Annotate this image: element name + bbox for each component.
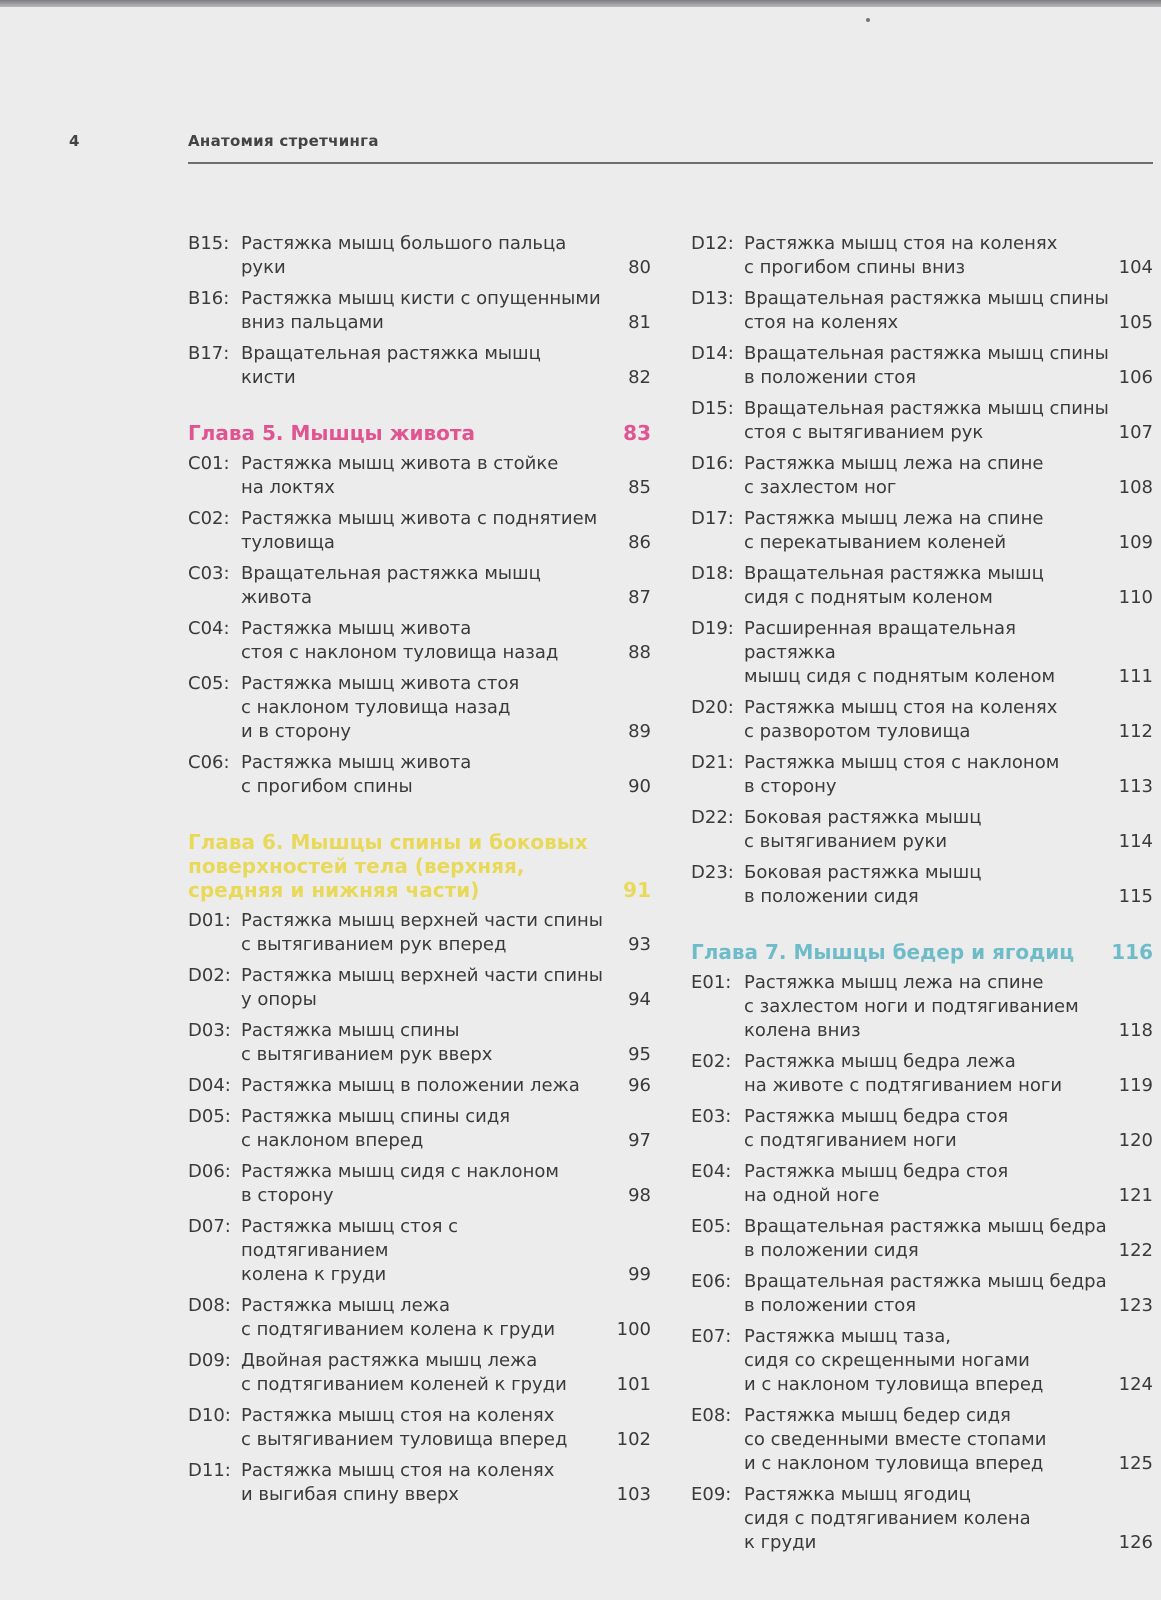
entry-title <box>241 1459 607 1507</box>
entry-title <box>744 1404 1109 1476</box>
entry-title-line: Растяжка мышц верхней части спины <box>241 965 604 986</box>
toc-entry <box>691 1160 1153 1208</box>
entry-title <box>744 971 1109 1043</box>
chapter-title <box>188 830 591 902</box>
entry-title-line: Вращательная растяжка мышц бедра <box>744 1271 1107 1292</box>
entry-title-line: Растяжка мышц стоя на коленях <box>744 697 1058 718</box>
page-number: 4 <box>69 132 80 150</box>
entry-title-line: с подтягиванием ноги <box>744 1130 957 1151</box>
entry-title-line: с разворотом туловища <box>744 721 971 742</box>
entry-title <box>744 507 1109 555</box>
entry-page-number: 125 <box>1118 1453 1153 1474</box>
entry-title-line: Растяжка мышц живота с поднятием <box>241 508 598 529</box>
entry-title <box>744 751 1109 799</box>
chapter-heading <box>691 940 1153 964</box>
entry-title-line: в сторону <box>744 776 837 797</box>
toc-entry <box>188 342 651 390</box>
entry-code: D01: <box>188 910 231 931</box>
entry-title-line: в положении сидя <box>744 1240 919 1261</box>
toc-entry <box>188 672 651 744</box>
entry-page-number: 86 <box>628 532 651 553</box>
entry-title <box>241 342 607 390</box>
entry-page-number: 102 <box>616 1429 651 1450</box>
toc-entry <box>691 1404 1153 1476</box>
entry-code: C05: <box>188 673 230 694</box>
toc-entry <box>188 1105 651 1153</box>
entry-title-line: с прогибом спины вниз <box>744 257 966 278</box>
entry-title <box>744 397 1109 445</box>
entry-page-number: 113 <box>1118 776 1153 797</box>
entry-title-line: Растяжка мышц живота <box>241 752 472 773</box>
entry-title <box>744 1270 1109 1318</box>
entry-title-line: в положении стоя <box>744 1295 917 1316</box>
entry-title <box>241 1349 607 1397</box>
entry-title-line: Растяжка мышц спины <box>241 1020 460 1041</box>
entry-page-number: 81 <box>628 312 651 333</box>
entry-title <box>241 909 607 957</box>
entry-code: C03: <box>188 563 230 584</box>
entry-title-line: в положении сидя <box>744 886 919 907</box>
entry-title <box>241 507 607 555</box>
entry-title <box>744 617 1109 689</box>
entry-page-number: 111 <box>1118 666 1153 687</box>
entry-title-line: стоя с наклоном туловища назад <box>241 642 559 663</box>
entry-code: E09: <box>691 1484 732 1505</box>
toc-entry <box>188 562 651 610</box>
entry-code: B17: <box>188 343 230 364</box>
entry-code: D19: <box>691 618 734 639</box>
entry-title <box>744 1160 1109 1208</box>
toc-right-column <box>691 232 1153 1562</box>
entry-page-number: 106 <box>1118 367 1153 388</box>
entry-code: D17: <box>691 508 734 529</box>
entry-title-line: сидя с поднятым коленом <box>744 587 993 608</box>
entry-title-line: с перекатыванием коленей <box>744 532 1007 553</box>
entry-page-number: 98 <box>628 1185 651 1206</box>
entry-code: D04: <box>188 1075 231 1096</box>
entry-title <box>241 1074 607 1098</box>
toc-entry <box>691 452 1153 500</box>
toc-left-column <box>188 232 651 1514</box>
entry-code: B16: <box>188 288 230 309</box>
entry-title-line: Вращательная растяжка мышц спины <box>744 398 1109 419</box>
entry-title-line: колена к груди <box>241 1264 387 1285</box>
entry-code: C01: <box>188 453 230 474</box>
entry-code: E05: <box>691 1216 732 1237</box>
entry-title-line: Растяжка мышц большого пальца <box>241 233 567 254</box>
entry-title-line: к груди <box>744 1532 817 1553</box>
toc-entry <box>188 1349 651 1397</box>
toc-entry <box>188 1074 651 1098</box>
entry-code: D14: <box>691 343 734 364</box>
entry-code: C06: <box>188 752 230 773</box>
entry-page-number: 105 <box>1118 312 1153 333</box>
entry-page-number: 122 <box>1118 1240 1153 1261</box>
entry-code: D05: <box>188 1106 231 1127</box>
toc-entry <box>188 507 651 555</box>
entry-title-line: Растяжка мышц сидя с наклоном <box>241 1161 559 1182</box>
entry-page-number: 109 <box>1118 532 1153 553</box>
entry-title <box>744 287 1109 335</box>
entry-title <box>744 861 1109 909</box>
toc-entry <box>691 1325 1153 1397</box>
entry-page-number: 87 <box>628 587 651 608</box>
entry-title <box>744 342 1109 390</box>
entry-title-line: Растяжка мышц бедра стоя <box>744 1161 1009 1182</box>
entry-title-line: с вытягиванием туловища вперед <box>241 1429 568 1450</box>
entry-code: D23: <box>691 862 734 883</box>
chapter-title-line: поверхностей тела (верхняя, <box>188 854 525 878</box>
entry-page-number: 99 <box>628 1264 651 1285</box>
toc-entry <box>691 1105 1153 1153</box>
entry-title-line: Вращательная растяжка мышц <box>744 563 1044 584</box>
entry-title-line: у опоры <box>241 989 317 1010</box>
entry-title-line: Вращательная растяжка мышц бедра <box>744 1216 1107 1237</box>
entry-title <box>241 1215 607 1287</box>
entry-title-line: живота <box>241 587 313 608</box>
entry-title <box>241 452 607 500</box>
toc-entry <box>691 397 1153 445</box>
entry-code: D22: <box>691 807 734 828</box>
toc-entry <box>188 964 651 1012</box>
entry-title <box>744 696 1109 744</box>
entry-title <box>744 1325 1109 1397</box>
toc-entry <box>188 909 651 957</box>
entry-page-number: 120 <box>1118 1130 1153 1151</box>
entry-title-line: с наклоном туловища назад <box>241 697 511 718</box>
entry-page-number: 108 <box>1118 477 1153 498</box>
entry-title-line: Растяжка мышц лежа на спине <box>744 972 1044 993</box>
entry-title-line: сидя с подтягиванием колена <box>744 1508 1031 1529</box>
toc-entry <box>188 1459 651 1507</box>
entry-title-line: с подтягиванием коленей к груди <box>241 1374 567 1395</box>
entry-page-number: 80 <box>628 257 651 278</box>
entry-title <box>241 964 607 1012</box>
toc-entry <box>188 751 651 799</box>
entry-title-line: и с наклоном туловища вперед <box>744 1453 1044 1474</box>
entry-title-line: Вращательная растяжка мышц <box>241 563 541 584</box>
toc-entry <box>691 232 1153 280</box>
top-edge-rule <box>0 0 1161 7</box>
toc-entry <box>691 342 1153 390</box>
entry-title <box>241 562 607 610</box>
entry-title-line: колена вниз <box>744 1020 861 1041</box>
toc-entry <box>691 1050 1153 1098</box>
entry-title-line: Растяжка мышц лежа <box>241 1295 450 1316</box>
entry-title-line: в сторону <box>241 1185 334 1206</box>
entry-title-line: Боковая растяжка мышц <box>744 862 982 883</box>
header-rule <box>188 162 1153 164</box>
entry-title <box>241 1160 607 1208</box>
entry-page-number: 85 <box>628 477 651 498</box>
entry-code: D08: <box>188 1295 231 1316</box>
entry-code: D15: <box>691 398 734 419</box>
entry-title-line: Растяжка мышц живота <box>241 618 472 639</box>
chapter-title-line: Глава 5. Мышцы живота <box>188 421 475 445</box>
entry-title <box>241 1404 607 1452</box>
entry-page-number: 96 <box>628 1075 651 1096</box>
entry-page-number: 90 <box>628 776 651 797</box>
entry-title-line: Боковая растяжка мышц <box>744 807 982 828</box>
chapter-title <box>188 421 591 445</box>
entry-title <box>241 751 607 799</box>
entry-code: E07: <box>691 1326 732 1347</box>
toc-entry <box>188 1294 651 1342</box>
toc-entry <box>188 287 651 335</box>
entry-title <box>241 617 607 665</box>
toc-entry <box>188 1215 651 1287</box>
entry-title-line: Вращательная растяжка мышц <box>241 343 541 364</box>
entry-title <box>744 806 1109 854</box>
entry-title <box>744 232 1109 280</box>
entry-code: D03: <box>188 1020 231 1041</box>
entry-title-line: с вытягиванием руки <box>744 831 948 852</box>
entry-title-line: и с наклоном туловища вперед <box>744 1374 1044 1395</box>
entry-code: D06: <box>188 1161 231 1182</box>
entry-code: D18: <box>691 563 734 584</box>
entry-title <box>241 672 607 744</box>
toc-entry <box>691 1483 1153 1555</box>
entry-title-line: Растяжка мышц стоя на коленях <box>744 233 1058 254</box>
entry-title-line: и выгибая спину вверх <box>241 1484 459 1505</box>
entry-code: E02: <box>691 1051 732 1072</box>
entry-title-line: Растяжка мышц верхней части спины <box>241 910 604 931</box>
entry-title <box>241 1019 607 1067</box>
toc-entry <box>188 452 651 500</box>
entry-title-line: Растяжка мышц кисти с опущенными <box>241 288 601 309</box>
entry-title <box>744 1483 1109 1555</box>
entry-page-number: 115 <box>1118 886 1153 907</box>
entry-code: D02: <box>188 965 231 986</box>
entry-code: D21: <box>691 752 734 773</box>
entry-page-number: 101 <box>616 1374 651 1395</box>
entry-page-number: 121 <box>1118 1185 1153 1206</box>
entry-title-line: в положении стоя <box>744 367 917 388</box>
entry-title-line: и в сторону <box>241 721 352 742</box>
entry-title-line: туловища <box>241 532 335 553</box>
entry-code: C04: <box>188 618 230 639</box>
entry-title-line: Растяжка мышц стоя на коленях <box>241 1460 555 1481</box>
entry-title-line: с прогибом спины <box>241 776 413 797</box>
entry-page-number: 100 <box>616 1319 651 1340</box>
entry-title-line: Растяжка мышц бедра лежа <box>744 1051 1016 1072</box>
entry-title-line: Растяжка мышц лежа на спине <box>744 453 1044 474</box>
entry-title-line: стоя на коленях <box>744 312 899 333</box>
entry-title-line: Расширенная вращательная растяжка <box>744 618 1016 663</box>
entry-title-line: кисти <box>241 367 296 388</box>
entry-title <box>744 1215 1109 1263</box>
toc-entry <box>188 1019 651 1067</box>
entry-title-line: Растяжка мышц живота стоя <box>241 673 520 694</box>
entry-page-number: 118 <box>1118 1020 1153 1041</box>
entry-title <box>241 1294 607 1342</box>
entry-code: E04: <box>691 1161 732 1182</box>
entry-code: B15: <box>188 233 230 254</box>
entry-title-line: Растяжка мышц спины сидя <box>241 1106 511 1127</box>
entry-code: D10: <box>188 1405 231 1426</box>
entry-title <box>744 452 1109 500</box>
entry-title-line: с наклоном вперед <box>241 1130 424 1151</box>
entry-page-number: 123 <box>1118 1295 1153 1316</box>
entry-code: C02: <box>188 508 230 529</box>
entry-title-line: на животе с подтягиванием ноги <box>744 1075 1063 1096</box>
entry-page-number: 95 <box>628 1044 651 1065</box>
print-speck <box>866 18 870 22</box>
entry-title-line: Растяжка мышц ягодиц <box>744 1484 971 1505</box>
entry-title-line: сидя со скрещенными ногами <box>744 1350 1030 1371</box>
entry-code: E01: <box>691 972 732 993</box>
entry-title-line: Растяжка мышц стоя с подтягиванием <box>241 1216 459 1261</box>
entry-title-line: с захлестом ног <box>744 477 897 498</box>
entry-title-line: Растяжка мышц стоя с наклоном <box>744 752 1060 773</box>
entry-page-number: 119 <box>1118 1075 1153 1096</box>
toc-entry <box>691 806 1153 854</box>
toc-entry <box>691 696 1153 744</box>
toc-entry <box>691 971 1153 1043</box>
entry-title-line: Вращательная растяжка мышц спины <box>744 343 1109 364</box>
chapter-title-line: Глава 7. Мышцы бедер и ягодиц <box>691 940 1075 964</box>
entry-page-number: 107 <box>1118 422 1153 443</box>
entry-page-number: 93 <box>628 934 651 955</box>
entry-title-line: стоя с вытягиванием рук <box>744 422 984 443</box>
entry-title-line: на одной ноге <box>744 1185 880 1206</box>
entry-page-number: 82 <box>628 367 651 388</box>
entry-title-line: Растяжка мышц бедра стоя <box>744 1106 1009 1127</box>
chapter-title-line: Глава 6. Мышцы спины и боковых <box>188 830 588 854</box>
entry-title <box>744 1050 1109 1098</box>
entry-title-line: мышц сидя с поднятым коленом <box>744 666 1056 687</box>
chapter-heading <box>188 830 651 902</box>
entry-title-line: Растяжка мышц стоя на коленях <box>241 1405 555 1426</box>
entry-title-line: Растяжка мышц живота в стойке <box>241 453 559 474</box>
entry-title-line: Вращательная растяжка мышц спины <box>744 288 1109 309</box>
entry-title <box>241 1105 607 1153</box>
entry-title <box>241 232 607 280</box>
entry-title-line: Растяжка мышц таза, <box>744 1326 952 1347</box>
toc-entry <box>691 507 1153 555</box>
entry-title-line: руки <box>241 257 286 278</box>
chapter-page-number: 83 <box>623 421 651 445</box>
entry-code: D16: <box>691 453 734 474</box>
entry-page-number: 126 <box>1118 1532 1153 1553</box>
chapter-heading <box>188 421 651 445</box>
entry-page-number: 88 <box>628 642 651 663</box>
entry-title-line: с подтягиванием колена к груди <box>241 1319 556 1340</box>
running-title: Анатомия стретчинга <box>188 132 379 150</box>
toc-entry <box>691 287 1153 335</box>
entry-title-line: Двойная растяжка мышц лежа <box>241 1350 538 1371</box>
entry-code: E06: <box>691 1271 732 1292</box>
entry-code: D13: <box>691 288 734 309</box>
entry-page-number: 114 <box>1118 831 1153 852</box>
toc-entry <box>188 232 651 280</box>
entry-page-number: 112 <box>1118 721 1153 742</box>
entry-code: D07: <box>188 1216 231 1237</box>
entry-code: E08: <box>691 1405 732 1426</box>
entry-page-number: 124 <box>1118 1374 1153 1395</box>
entry-page-number: 110 <box>1118 587 1153 608</box>
entry-page-number: 103 <box>616 1484 651 1505</box>
toc-entry <box>188 617 651 665</box>
entry-title <box>241 287 607 335</box>
entry-title-line: вниз пальцами <box>241 312 384 333</box>
toc-entry <box>691 751 1153 799</box>
toc-entry <box>691 1215 1153 1263</box>
toc-entry <box>691 1270 1153 1318</box>
chapter-title <box>691 940 1093 964</box>
entry-page-number: 94 <box>628 989 651 1010</box>
chapter-page-number: 116 <box>1111 940 1153 964</box>
chapter-page-number: 91 <box>623 878 651 902</box>
entry-code: D09: <box>188 1350 231 1371</box>
toc-entry <box>691 861 1153 909</box>
toc-entry <box>691 562 1153 610</box>
toc-entry <box>691 617 1153 689</box>
entry-title-line: Растяжка мышц бедер сидя <box>744 1405 1011 1426</box>
entry-code: D12: <box>691 233 734 254</box>
entry-page-number: 104 <box>1118 257 1153 278</box>
entry-title-line: Растяжка мышц лежа на спине <box>744 508 1044 529</box>
entry-title-line: с вытягиванием рук вперед <box>241 934 507 955</box>
chapter-title-line: средняя и нижняя части) <box>188 878 480 902</box>
toc-entry <box>188 1160 651 1208</box>
entry-code: E03: <box>691 1106 732 1127</box>
entry-title <box>744 1105 1109 1153</box>
entry-title-line: Растяжка мышц в положении лежа <box>241 1075 580 1096</box>
entry-code: D11: <box>188 1460 231 1481</box>
entry-title-line: с захлестом ноги и подтягиванием <box>744 996 1079 1017</box>
entry-page-number: 89 <box>628 721 651 742</box>
entry-title <box>744 562 1109 610</box>
entry-page-number: 97 <box>628 1130 651 1151</box>
entry-title-line: на локтях <box>241 477 335 498</box>
toc-entry <box>188 1404 651 1452</box>
entry-title-line: с вытягиванием рук вверх <box>241 1044 493 1065</box>
entry-title-line: со сведенными вместе стопами <box>744 1429 1047 1450</box>
entry-code: D20: <box>691 697 734 718</box>
